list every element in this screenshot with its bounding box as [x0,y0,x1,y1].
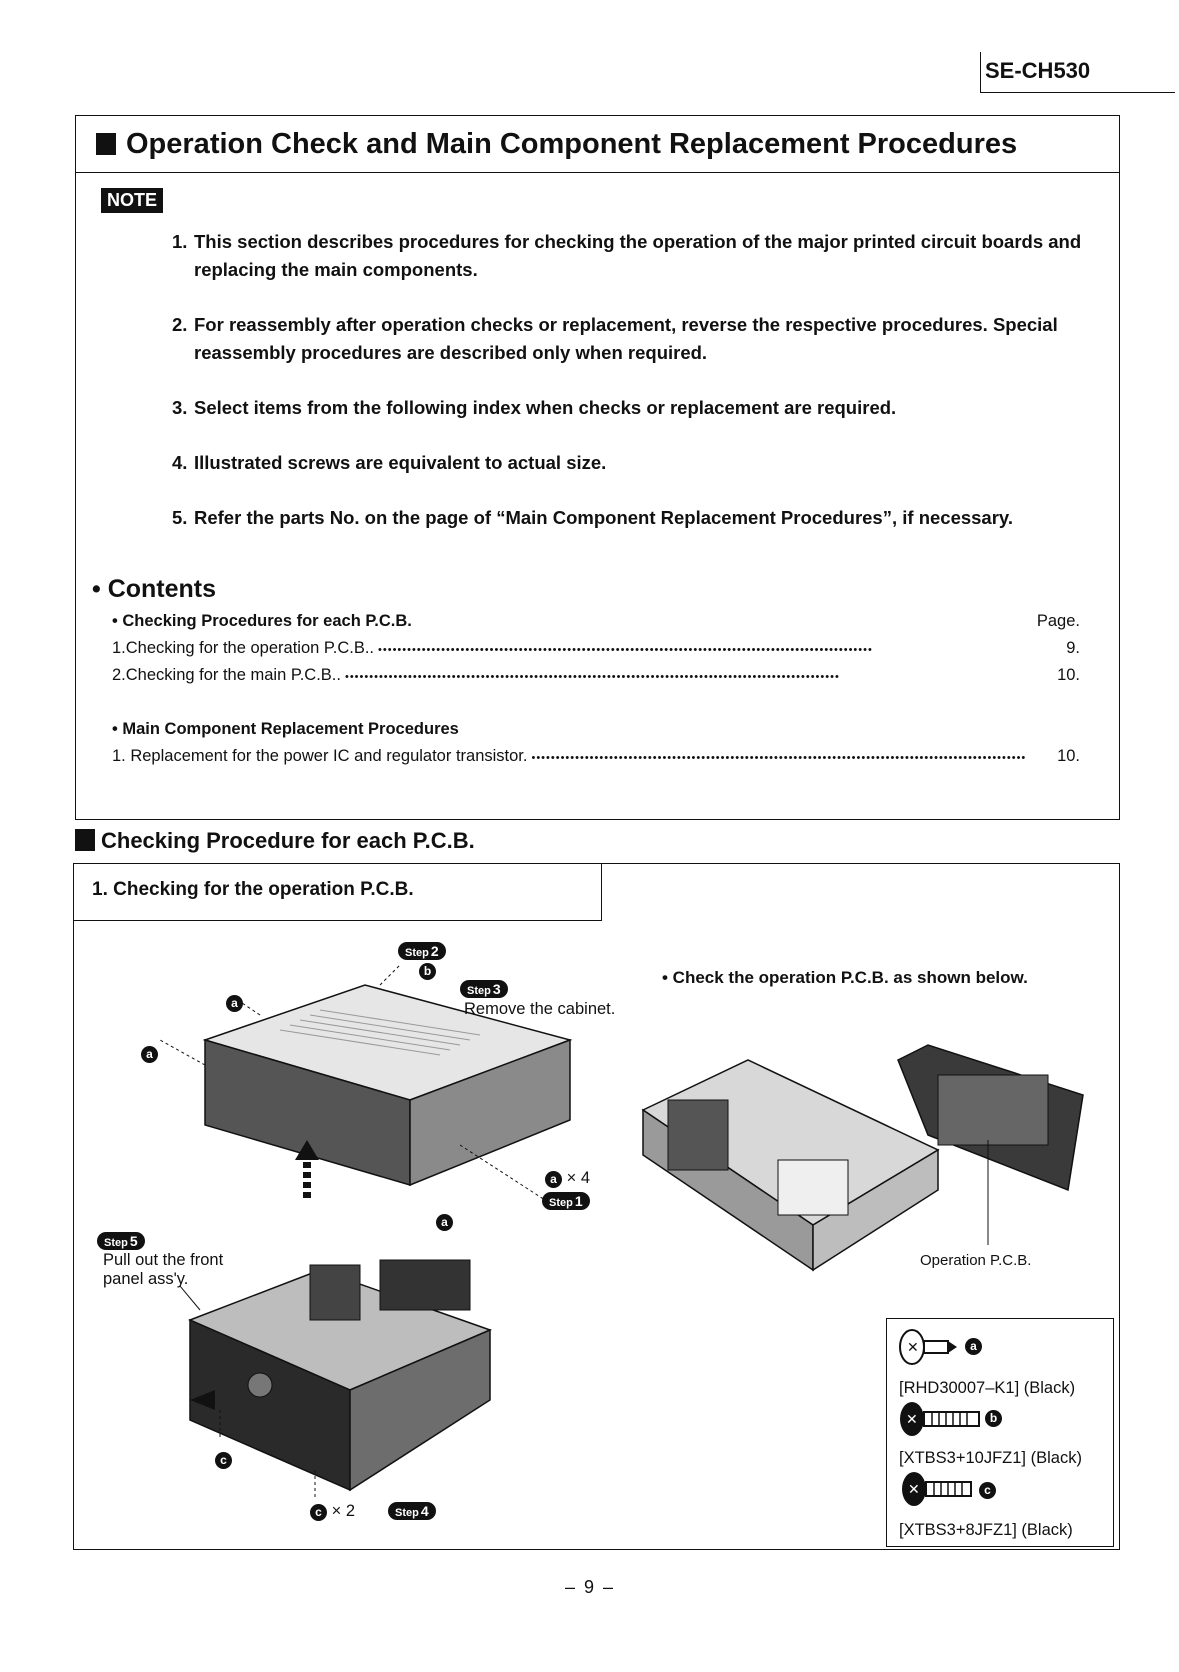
screw-a-marker: a [141,1045,158,1063]
svg-text:✕: ✕ [906,1412,918,1428]
screw-a-part: [RHD30007–K1] (Black) [899,1379,1076,1397]
square-bullet-icon [96,133,116,155]
operation-pcb-illustration [638,1040,1088,1280]
header-rule [980,52,981,92]
screw-a-marker: a [226,994,243,1012]
step-2-badge: Step 2 [398,942,446,961]
toc-entry[interactable]: 1.Checking for the operation P.C.B.. ••••• 9. [112,639,1080,658]
step-5-text: Pull out the front panel ass'y. [103,1251,224,1288]
page-number: – 9 – [565,1577,616,1597]
step-3-text: Remove the cabinet. [464,1000,616,1018]
screw-b-part: [XTBS3+10JFZ1] (Black) [899,1449,1082,1467]
note-item: 1. This section describes procedures for checking the operation of the major printed circuit boards and replacing the main components. [172,231,1082,280]
toc-entry[interactable]: 1. Replacement for the power IC and regulator transistor. ••••• 10. [112,747,1080,766]
section-title-text: Operation Check and Main Component Replacement Procedures [126,128,1018,160]
step-1-badge: Step 1 [542,1192,590,1211]
screw-a-marker: a [436,1213,453,1231]
screw-c-letter: c [979,1481,996,1499]
toc-group-header: • Main Component Replacement Procedures [112,720,459,738]
notes-list [172,228,1092,559]
note-label: NOTE [101,188,163,213]
svg-text:✕: ✕ [908,1482,920,1498]
header-underline [980,92,1175,93]
leader-dots [378,639,1062,658]
screw-b-letter: b [985,1409,1002,1427]
contents-heading: • Contents [92,575,217,603]
section-title [96,128,1017,161]
step-4-badge: Step 4 [388,1502,436,1521]
page-column-label: Page. [1036,612,1080,630]
subsection-title: 1. Checking for the operation P.C.B. [92,879,414,900]
note-item: 3. Select items from the following index when checks or replacement are required. [172,397,897,418]
svg-text:✕: ✕ [907,1340,919,1356]
toc-entry[interactable]: 2.Checking for the main P.C.B.. ••••• 10. [112,666,1080,685]
leader-dots [531,747,1053,766]
screw-c-icon [899,1469,989,1509]
screw-c-part: [XTBS3+8JFZ1] (Black) [899,1521,1073,1539]
front-panel-illustration [180,1250,510,1510]
checking-procedure-heading: Checking Procedure for each P.C.B. [75,828,475,854]
note-item: 5. Refer the parts No. on the page of “Main Component Replacement Procedures”, if necessary. [172,507,1013,528]
step-5-badge: Step 5 [97,1232,145,1251]
screw-b-marker: b [419,962,436,980]
screw-a-letter: a [965,1337,982,1355]
model-number: SE-CH530 [985,58,1091,83]
note-item: 4. Illustrated screws are equivalent to actual size. [172,452,607,473]
toc-group-header: • Checking Procedures for each P.C.B. Page. [112,612,1080,630]
screw-legend [886,1318,1114,1547]
leader-dots [345,666,1053,685]
screw-c-marker: c [215,1451,232,1469]
screw-c-quantity: c × 2 [310,1502,355,1521]
check-instruction: • Check the operation P.C.B. as shown below. [662,968,1028,987]
screw-b-icon [897,1399,997,1439]
screw-a-quantity: a × 4 [545,1169,590,1188]
operation-pcb-label: Operation P.C.B. [920,1252,1032,1269]
step-3-badge: Step 3 [460,980,508,999]
square-bullet-icon [75,829,95,851]
note-item: 2. For reassembly after operation checks or replacement, reverse the respective procedures. Special reassembly procedures are described only when required. [172,314,1058,363]
